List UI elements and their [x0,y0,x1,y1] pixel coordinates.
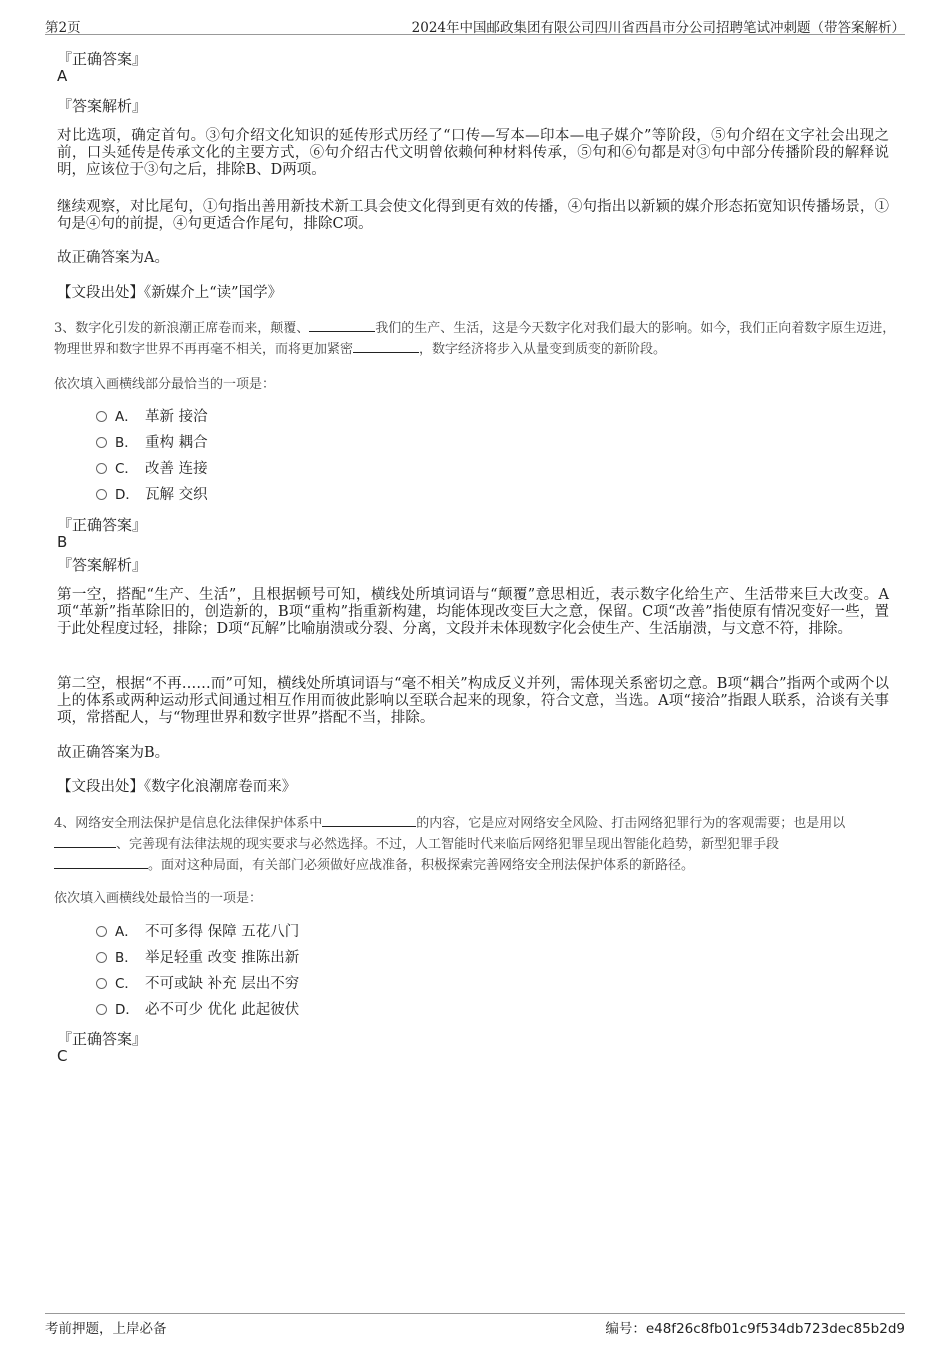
source: 【文段出处】《数字化浪潮席卷而来》 [57,779,297,795]
question-stem [54,318,899,360]
option-b[interactable]: B． 举足轻重 改变 推陈出新 [96,948,299,968]
radio-icon[interactable] [96,978,107,989]
fill-blank [353,339,419,353]
page-footer [45,1313,905,1337]
page-header [45,14,905,35]
stem-text: 的内容，它是应对网络安全风险、打击网络犯罪行为的客观需要；也是用以 [416,816,846,831]
page-number: 第2页 [45,20,81,36]
fill-blank [54,834,116,848]
option-d[interactable]: D． 瓦解 交织 [96,485,208,505]
answer-value: A [57,67,68,85]
radio-icon[interactable] [96,437,107,448]
stem-text: 。面对这种局面，有关部门必须做好应战准备，积极探索完善网络安全刑法保护体系的新路径。 [148,858,695,873]
document-code: 编号：e48f26c8fb01c9f534db723dec85b2d9 [605,1321,905,1337]
answer-label: 『正确答案』 [57,1030,148,1048]
answer-label: 『正确答案』 [57,516,148,534]
radio-icon[interactable] [96,489,107,500]
fill-blank [322,813,416,827]
stem-text: ，数字经济将步入从量变到质变的新阶段。 [419,342,667,357]
analysis-paragraph: 继续观察，对比尾句，①句指出善用新技术新工具会使文化得到更有效的传播，④句指出以新颖的媒介形态拓宽知识传播场景，①句是④句的前提，④句更适合作尾句，排除C项。 [57,199,889,232]
analysis-paragraph: 第二空，根据“不再……而”可知，横线处所填词语与“毫不相关”构成反义并列，需体现关系密切之意。B项“耦合”指两个或两个以上的体系或两种运动形式间通过相互作用而彼此影响以至联合起来的现象，符合文意，当选。A项“接洽”指跟人联系，洽谈有关事项，常搭配人，与“物理世界和数字世界”搭配不当，排除。 [57,676,889,726]
fill-blank [54,855,148,869]
option-c[interactable]: C． 不可或缺 补充 层出不穷 [96,974,299,994]
option-b[interactable]: B． 重构 耦合 [96,433,208,453]
question-stem [54,813,899,876]
analysis-label: 『答案解析』 [57,97,148,115]
stem-text: 3、数字化引发的新浪潮正席卷而来，颠覆、 [54,321,310,336]
conclusion: 故正确答案为B。 [57,745,170,761]
option-d[interactable]: D． 必不可少 优化 此起彼伏 [96,1000,299,1020]
document-title: 2024年中国邮政集团有限公司四川省西昌市分公司招聘笔试冲刺题（带答案解析） [411,20,905,36]
answer-value: C [57,1047,68,1065]
stem-text: 4、网络安全刑法保护是信息化法律保护体系中 [54,816,323,831]
option-a[interactable]: A． 不可多得 保障 五花八门 [96,922,299,942]
stem-text: 、完善现有法律法规的现实要求与必然选择。不过，人工智能时代来临后网络犯罪呈现出智能化趋势，新型犯罪手段 [116,837,780,852]
question-prompt: 依次填入画横线部分最恰当的一项是： [54,377,276,392]
conclusion: 故正确答案为A。 [57,250,169,266]
footer-slogan: 考前押题，上岸必备 [45,1321,167,1337]
analysis-paragraph: 对比选项，确定首句。③句介绍文化知识的延传形式历经了“口传—写本—印本—电子媒介”等阶段，⑤句介绍在文字社会出现之前，口头延传是传承文化的主要方式，⑥句介绍古代文明曾依赖何种材料传承，⑤句和⑥句都是对③句中部分传播阶段的解释说明，应该位于③句之后，排除B、D两项。 [57,128,889,178]
analysis-label: 『答案解析』 [57,556,148,574]
radio-icon[interactable] [96,411,107,422]
fill-blank [309,318,375,332]
stem-text: 我们的生产、生活，这是今天数字化对我们最大的影响。如今，我们正向着数字原生迈进，物理世界和数字世界不再再毫不相关，而将更加紧密 [54,321,896,357]
radio-icon[interactable] [96,926,107,937]
question-prompt: 依次填入画横线处最恰当的一项是： [54,891,263,906]
analysis-paragraph: 第一空，搭配“生产、生活”，且根据顿号可知，横线处所填词语与“颠覆”意思相近，表示数字化给生产、生活带来巨大改变。A项“革新”指革除旧的，创造新的，B项“重构”指重新构建，均能体现改变巨大之意，保留。C项“改善”指使原有情况变好一些，置于此处程度过轻，排除；D项“瓦解”比喻崩溃或分裂、分离，文段并未体现数字化会使生产、生活崩溃，与文意不符，排除。 [57,587,889,637]
option-a[interactable]: A． 革新 接洽 [96,407,208,427]
source: 【文段出处】《新媒介上“读”国学》 [57,285,283,301]
radio-icon[interactable] [96,463,107,474]
answer-value: B [57,533,68,551]
radio-icon[interactable] [96,952,107,963]
option-c[interactable]: C． 改善 连接 [96,459,208,479]
radio-icon[interactable] [96,1004,107,1015]
answer-label: 『正确答案』 [57,50,148,68]
